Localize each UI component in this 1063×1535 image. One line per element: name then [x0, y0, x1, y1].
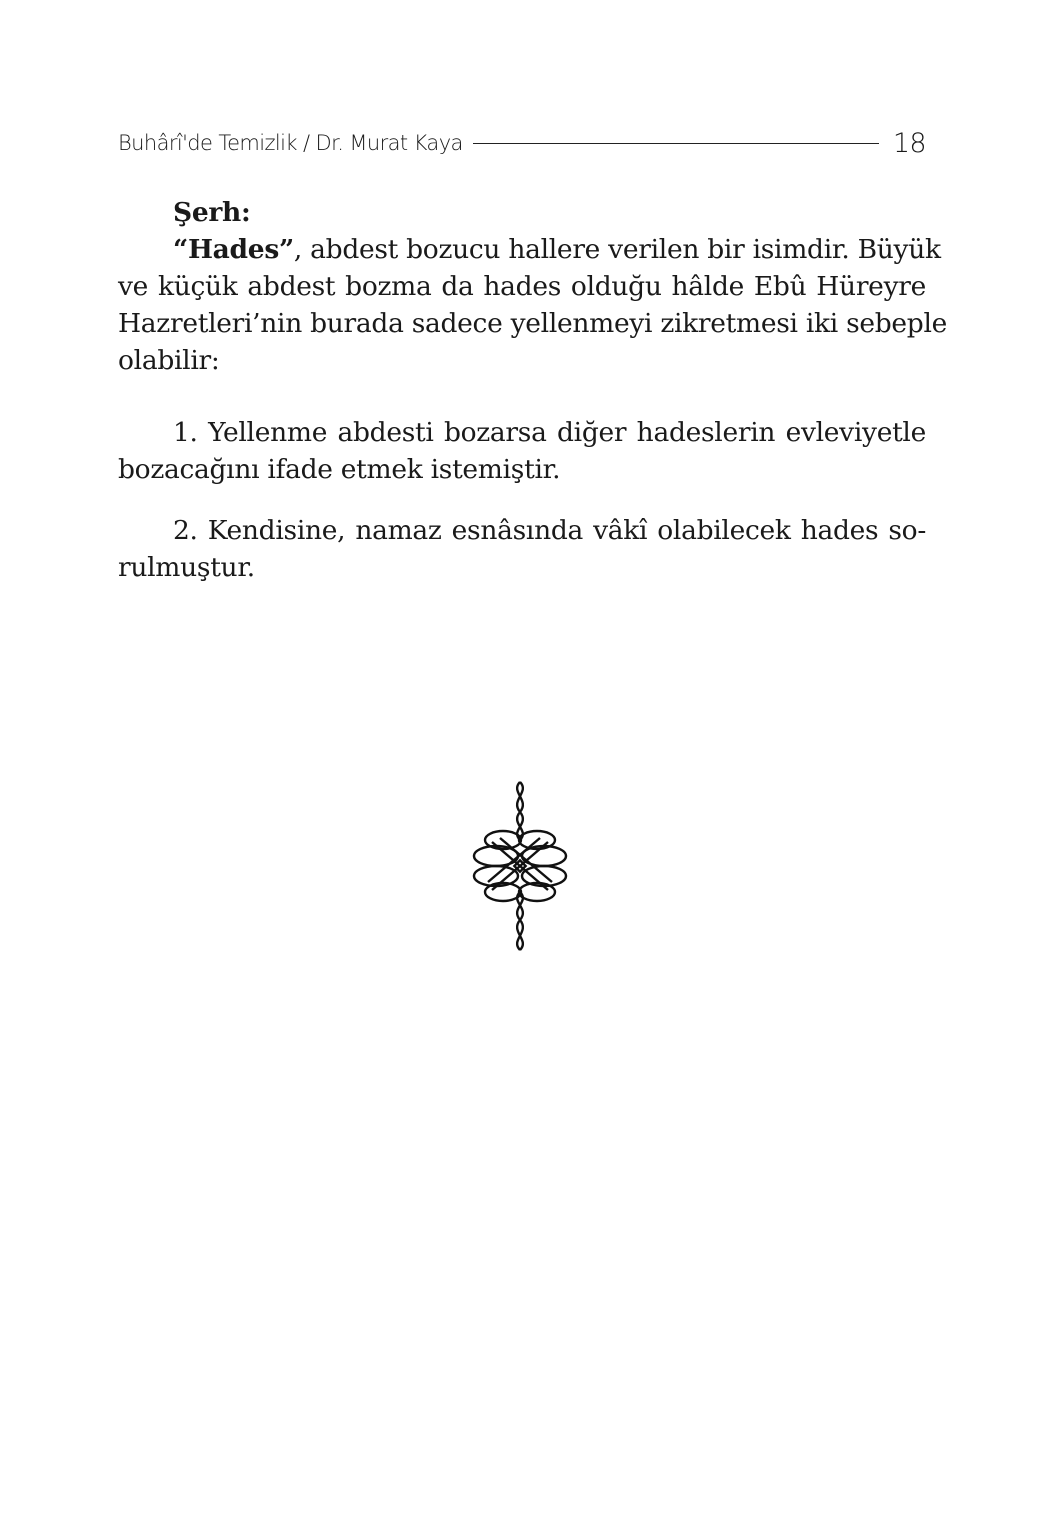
- header-rule: [473, 143, 879, 144]
- list-item-1: [118, 414, 926, 488]
- paragraph-line: [118, 231, 941, 268]
- paragraph-line: ve küçük abdest bozma da hades olduğu hâlde Ebû Hüreyre: [118, 271, 926, 302]
- bold-term: “Hades”: [173, 234, 294, 265]
- line-text: , abdest bozucu hallere verilen bir isimdir. Büyük: [293, 234, 941, 265]
- running-header: [118, 126, 926, 160]
- knot-ornament-icon: [470, 778, 570, 954]
- heading-text: Şerh:: [173, 197, 251, 228]
- paragraph-line: 1. Yellenme abdesti bozarsa diğer hadeslerin evleviyetle: [173, 417, 926, 448]
- paragraph-line: olabilir:: [118, 345, 220, 376]
- paragraph-line: bozacağını ifade etmek istemiştir.: [118, 454, 561, 485]
- paragraph-line: rulmuştur.: [118, 552, 255, 583]
- list-item-2: [118, 512, 926, 586]
- paragraph-line: Hazretleri’nin burada sadece yellenmeyi zikretmesi iki sebeple: [118, 308, 948, 339]
- page-number: 18: [892, 127, 926, 159]
- body-text: [118, 194, 948, 379]
- paragraph-line: 2. Kendisine, namaz esnâsında vâkî olabilecek hades so-: [173, 515, 926, 546]
- running-title: Buhârî'de Temizlik / Dr. Murat Kaya: [118, 131, 463, 155]
- section-heading: [118, 194, 926, 231]
